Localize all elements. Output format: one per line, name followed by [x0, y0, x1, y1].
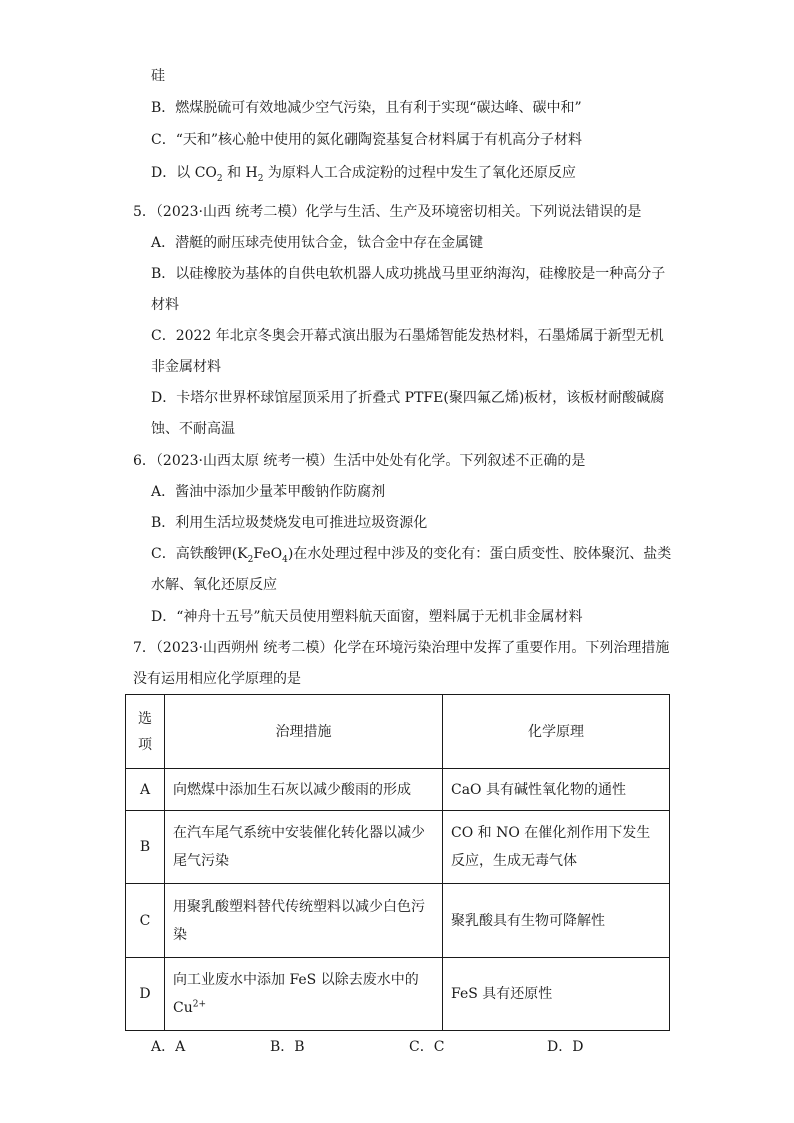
choice-c: C．C [409, 1039, 445, 1055]
row-option: B [126, 811, 165, 884]
table-row [126, 884, 670, 958]
q7-table [125, 694, 670, 1031]
header-option: 选项 [126, 695, 165, 769]
choice-a: A．A [151, 1039, 186, 1055]
row-principle: CO 和 NO 在催化剂作用下发生反应，生成无毒气体 [443, 811, 670, 884]
row-principle: 聚乳酸具有生物可降解性 [443, 884, 670, 958]
q5-option-d-line1: D．卡塔尔世界杯球馆屋顶采用了折叠式 PTFE(聚四氟乙烯)板材，该板材耐酸碱腐 [151, 390, 665, 406]
row-measure: 向工业废水中添加 FeS 以除去废水中的 $Cu^{2+}$ [165, 958, 443, 1031]
q6-option-c-line2: 水解、氧化还原反应 [151, 577, 277, 593]
q4-option-a-tail: 硅 [151, 68, 165, 84]
q4-option-c: C．“天和”核心舱中使用的氮化硼陶瓷基复合材料属于有机高分子材料 [151, 132, 583, 148]
table-row [126, 769, 670, 811]
q4-option-b: B．燃煤脱硫可有效地减少空气污染，且有利于实现“碳达峰、碳中和” [151, 100, 582, 116]
q6-stem: 6．（2023·山西太原 统考一模）生活中处处有化学。下列叙述不正确的是 [133, 453, 586, 469]
q5-option-b-line2: 材料 [151, 297, 179, 313]
q7-stem-line1: 7．（2023·山西朔州 统考二模）化学在环境污染治理中发挥了重要作用。下列治理措施 [133, 640, 670, 656]
q5-option-b-line1: B．以硅橡胶为基体的自供电软机器人成功挑战马里亚纳海沟，硅橡胶是一种高分子 [151, 266, 666, 282]
q5-option-d-line2: 蚀、不耐高温 [151, 421, 235, 437]
header-principle: 化学原理 [443, 695, 670, 769]
row-principle: CaO 具有碱性氧化物的通性 [443, 769, 670, 811]
table-row [126, 811, 670, 884]
choice-d: D．D [547, 1039, 584, 1055]
q6-option-c-line1: C．高铁酸钾$(K_2FeO_4)$在水处理过程中涉及的变化有：蛋白质变性、胶体聚沉、盐类 [151, 546, 672, 565]
q5-stem: 5．（2023·山西 统考二模）化学与生活、生产及环境密切相关。下列说法错误的是 [133, 204, 642, 220]
row-option: A [126, 769, 165, 811]
row-measure: 用聚乳酸塑料替代传统塑料以减少白色污染 [165, 884, 443, 958]
row-option: D [126, 958, 165, 1031]
q5-option-a: A．潜艇的耐压球壳使用钛合金，钛合金中存在金属键 [151, 235, 484, 251]
row-option: C [126, 884, 165, 958]
q4-option-d: D．以 $CO_2$ 和 $H_2$ 为原料人工合成淀粉的过程中发生了氧化还原反应 [151, 165, 576, 184]
q5-option-c-line2: 非金属材料 [151, 359, 221, 375]
row-measure: 向燃煤中添加生石灰以减少酸雨的形成 [165, 769, 443, 811]
row-measure: 在汽车尾气系统中安装催化转化器以减少尾气污染 [165, 811, 443, 884]
table-header-row [126, 695, 670, 769]
row-principle: FeS 具有还原性 [443, 958, 670, 1031]
header-measure: 治理措施 [165, 695, 443, 769]
q7-stem-line2: 没有运用相应化学原理的是 [133, 671, 301, 687]
q7-choices [151, 1037, 671, 1057]
choice-b: B．B [270, 1039, 305, 1055]
q5-option-c-line1: C．2022 年北京冬奥会开幕式演出服为石墨烯智能发热材料，石墨烯属于新型无机 [151, 328, 664, 344]
q6-option-a: A．酱油中添加少量苯甲酸钠作防腐剂 [151, 484, 386, 500]
table-row [126, 958, 670, 1031]
q6-option-b: B．利用生活垃圾焚烧发电可推进垃圾资源化 [151, 515, 428, 531]
q6-option-d: D．“神舟十五号”航天员使用塑料航天面窗，塑料属于无机非金属材料 [151, 609, 583, 625]
